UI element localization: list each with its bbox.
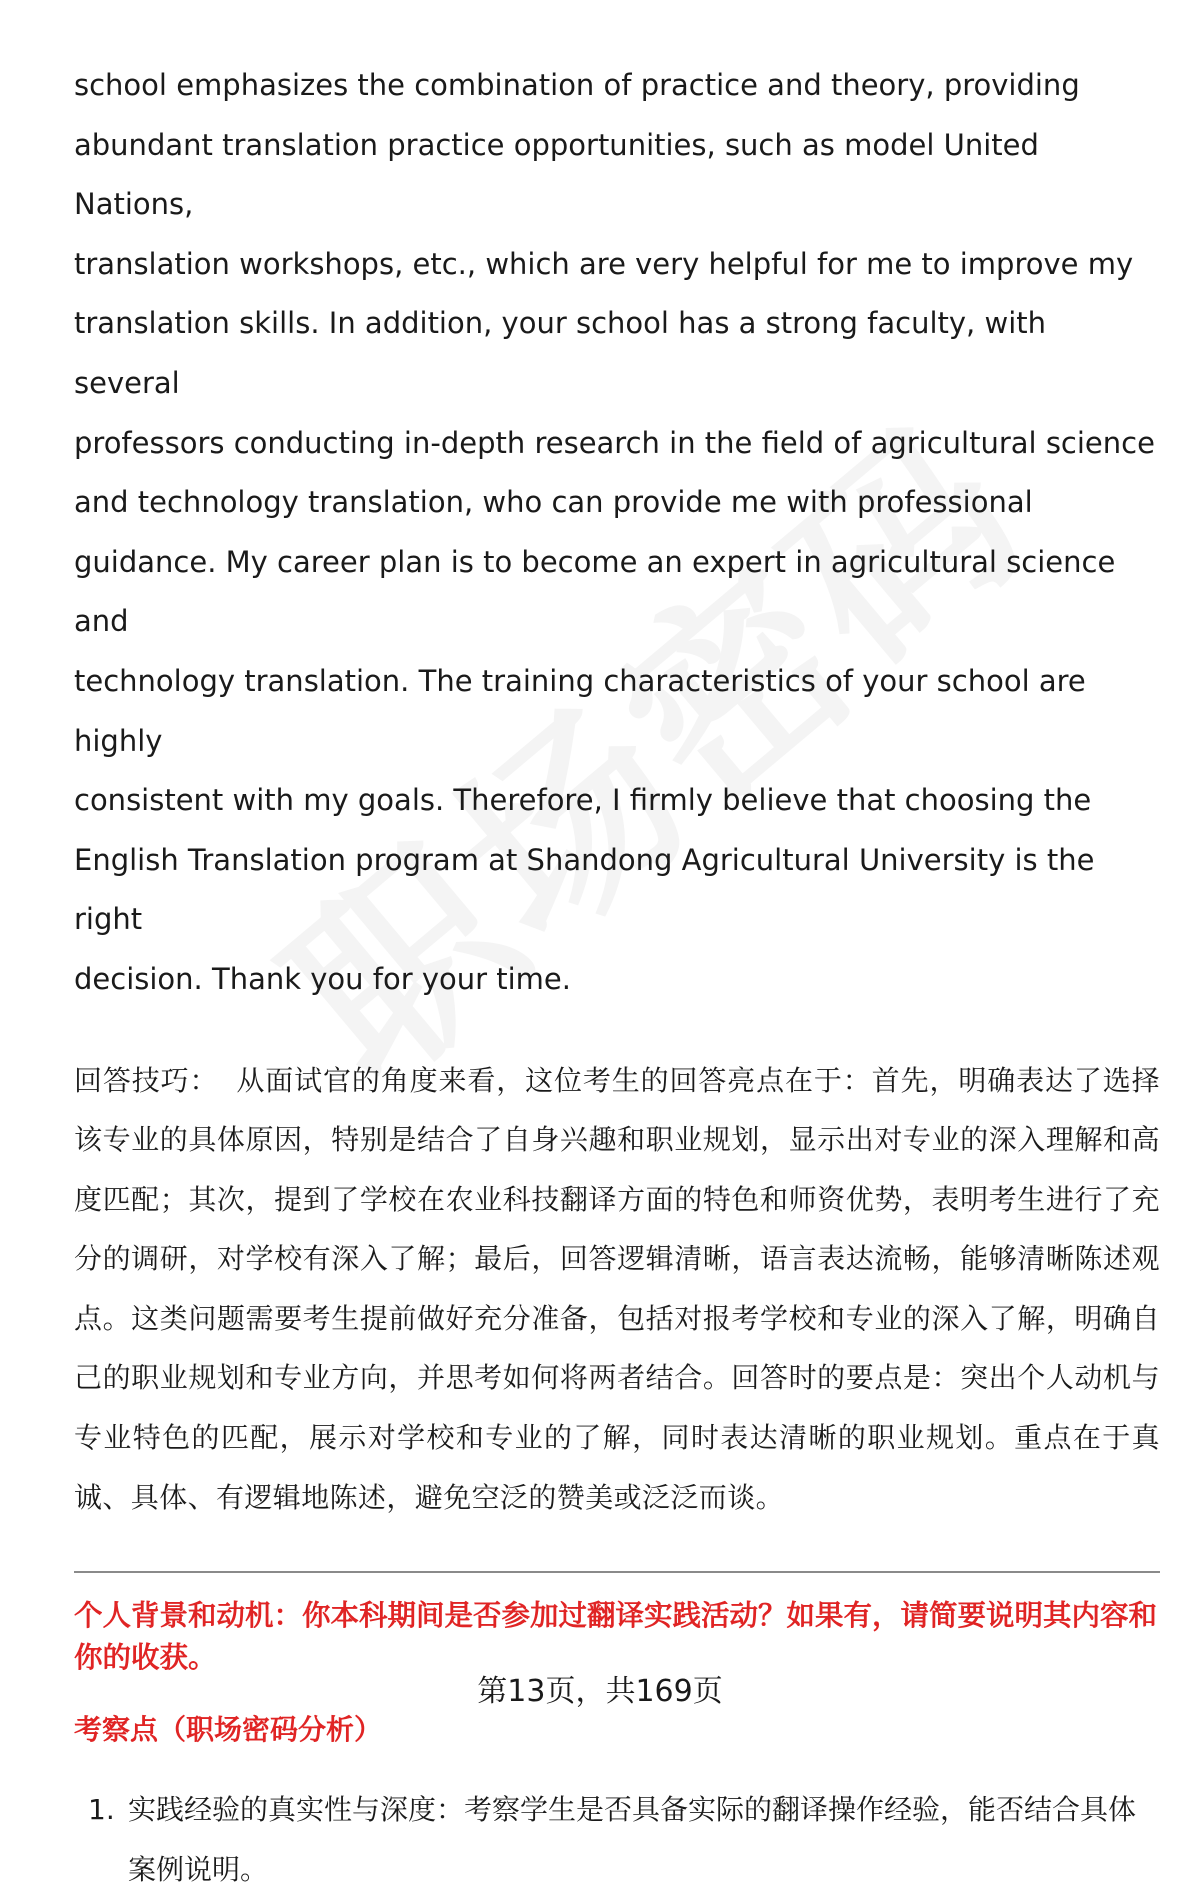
- section-divider: [74, 1571, 1160, 1573]
- answer-paragraph: school emphasizes the combination of practice and theory, providing abundant translation practice opportunities, such as model United Nations, translation workshops, etc., which are very helpful for me to improve my translation skills. In addition, your school has a strong faculty, with several professors conducting in-depth research in the field of agricultural science and technology translation, who can provide me with professional guidance. My career plan is to become an expert in agricultural science and technology translation. The training characteristics of your school are highly consistent with my goals. Therefore, I firmly believe that choosing the English Translation program at Shandong Agricultural University is the right decision. Thank you for your time.: [74, 68, 1155, 996]
- section-title: 考察点（职场密码分析）: [74, 1713, 383, 1747]
- points-list: [74, 1780, 1160, 1899]
- answer-tip: [74, 1051, 1160, 1528]
- list-item: [74, 1780, 1160, 1899]
- list-item-text: 实践经验的真实性与深度：考察学生是否具备实际的翻译操作经验，能否结合具体案例说明。: [128, 1793, 1137, 1886]
- document-body: [74, 56, 1160, 1899]
- answer-tip-label: 回答技巧：: [74, 1063, 219, 1097]
- page-footer: 第13页，共169页: [477, 1674, 723, 1709]
- interview-question: 个人背景和动机：你本科期间是否参加过翻译实践活动？如果有，请简要说明其内容和你的收获。: [74, 1599, 1158, 1675]
- list-item-number: 1.: [88, 1793, 115, 1827]
- answer-tip-text: 从面试官的角度来看，这位考生的回答亮点在于：首先，明确表达了选择该专业的具体原因，特别是结合了自身兴趣和职业规划，显示出对专业的深入理解和高度匹配；其次，提到了学校在农业科技翻译方面的特色和师资优势，表明考生进行了充分的调研，对学校有深入了解；最后，回答逻辑清晰，语言表达流畅，能够清晰陈述观点。这类问题需要考生提前做好充分准备，包括对报考学校和专业的深入了解，明确自己的职业规划和专业方向，并思考如何将两者结合。回答时的要点是：突出个人动机与专业特色的匹配，展示对学校和专业的了解，同时表达清晰的职业规划。重点在于真诚、具体、有逻辑地陈述，避免空泛的赞美或泛泛而谈。: [74, 1063, 1160, 1514]
